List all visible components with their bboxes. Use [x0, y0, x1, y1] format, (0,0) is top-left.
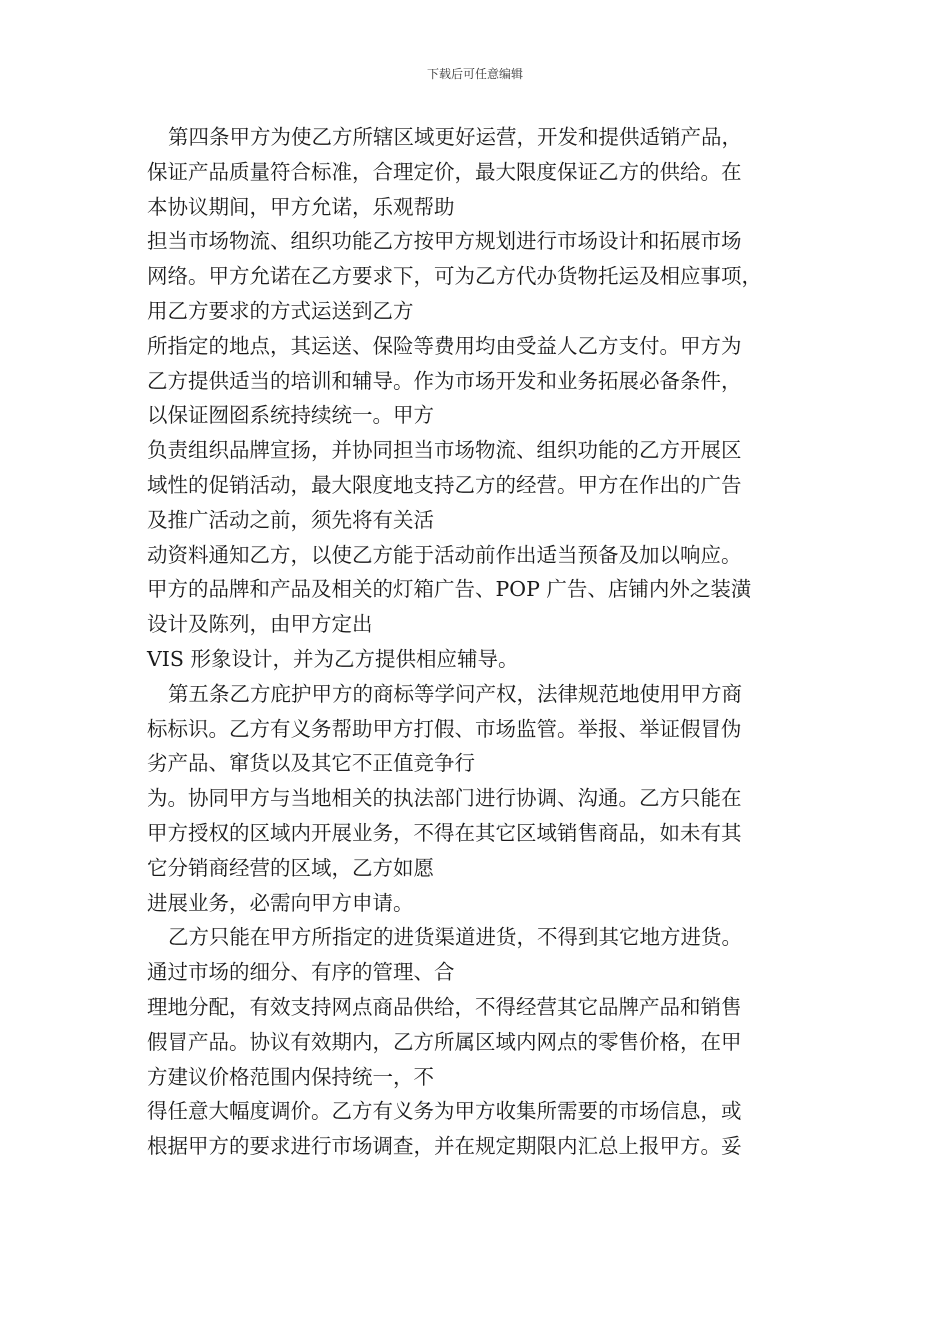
text-line: 理地分配，有效支持网点商品供给，不得经营其它品牌产品和销售 [147, 994, 742, 1019]
document-body [147, 120, 817, 1164]
page-header: 下载后可任意编辑 [426, 67, 523, 81]
text-line: 网络。甲方允诺在乙方要求下，可为乙方代办货物托运及相应事项， [147, 264, 762, 289]
text-line: 劣产品、窜货以及其它不正值竞争行 [147, 751, 475, 776]
text-line: 乙方只能在甲方所指定的进货渠道进货，不得到其它地方进货。 [168, 925, 742, 950]
text-line: 第五条乙方庇护甲方的商标等学问产权，法律规范地使用甲方商 [168, 681, 742, 706]
text-line: 它分销商经营的区域，乙方如愿 [147, 855, 434, 880]
text-line: 及推广活动之前，须先将有关活 [147, 507, 434, 532]
text-line: 根据甲方的要求进行市场调查，并在规定期限内汇总上报甲方。妥 [147, 1134, 742, 1159]
text-line: 甲方授权的区域内开展业务，不得在其它区域销售商品，如未有其 [147, 820, 742, 845]
text-line: 标标识。乙方有义务帮助甲方打假、市场监管。举报、举证假冒伪 [147, 716, 742, 741]
text-line: 假冒产品。协议有效期内，乙方所属区域内网点的零售价格，在甲 [147, 1029, 742, 1054]
text-line: 动资料通知乙方，以使乙方能于活动前作出适当预备及加以响应。 [147, 542, 742, 567]
text-line: 本协议期间，甲方允诺，乐观帮助 [147, 194, 455, 219]
text-line: 担当市场物流、组织功能乙方按甲方规划进行市场设计和拓展市场 [147, 229, 742, 254]
text-line: 通过市场的细分、有序的管理、合 [147, 960, 455, 985]
text-line: 方建议价格范围内保持统一，不 [147, 1064, 434, 1089]
text-line: 得任意大幅度调价。乙方有义务为甲方收集所需要的市场信息，或 [147, 1099, 742, 1124]
text-line: 为。协同甲方与当地相关的执法部门进行协调、沟通。乙方只能在 [147, 786, 742, 811]
text-line: 第四条甲方为使乙方所辖区域更好运营，开发和提供适销产品， [168, 125, 742, 149]
text-line: 进展业务，必需向甲方申请。 [147, 890, 414, 915]
text-line: 用乙方要求的方式运送到乙方 [147, 298, 414, 323]
text-line: 保证产品质量符合标准，合理定价，最大限度保证乙方的供给。在 [147, 159, 742, 184]
text-line: 以保证囫囵系统持续统一。甲方 [147, 403, 434, 428]
text-line: 设计及陈列，由甲方定出 [147, 612, 373, 637]
text-line: 甲方的品牌和产品及相关的灯箱广告、POP 广告、店铺内外之装潢 [147, 577, 752, 602]
text-line: 负责组织品牌宣扬，并协同担当市场物流、组织功能的乙方开展区 [147, 438, 742, 463]
text-line: 乙方提供适当的培训和辅导。作为市场开发和业务拓展必备条件， [147, 368, 742, 393]
text-line: VIS 形象设计，并为乙方提供相应辅导。 [147, 646, 519, 671]
text-line: 所指定的地点，其运送、保险等费用均由受益人乙方支付。甲方为 [147, 333, 742, 358]
text-line: 域性的促销活动，最大限度地支持乙方的经营。甲方在作出的广告 [147, 472, 742, 497]
